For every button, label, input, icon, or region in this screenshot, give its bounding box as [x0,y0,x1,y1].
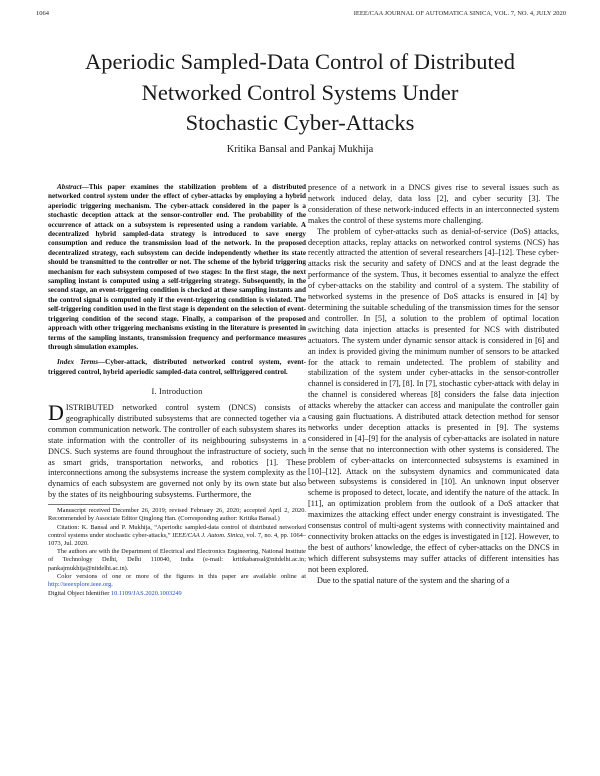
index-terms [48,358,306,377]
left-column [48,183,306,598]
section-heading: I. Introduction [151,387,203,397]
title-line: Stochastic Cyber-Attacks [185,110,415,135]
index-terms-text: —Cyber-attack, distributed networked control system, event-triggered control, hybrid aperiodic sampled-data control, selftriggered control. [48,358,306,376]
abstract-label: Abstract [57,183,82,191]
body-paragraph: Due to the spatial nature of the system and the sharing of a [317,575,510,585]
citation-text: Citation: K. Bansal and P. Mukhija, “Aperiodic sampled-data control of distributed networked control systems under stochastic cyber-attacks,” [48,523,306,539]
index-terms-label: Index Terms [57,358,99,367]
intro-text: ISTRIBUTED networked control system (DNCS) consists of geographically distributed subsystems that are connected together via a common communication network. The controller of each subsystem shares its state information with the controller of its neighbouring subsystems in a DNCS. Such systems are found throughout the infrastructure of society, such as smart grids, transportation networks, and robotics [1]. These interconnections among the subsystems increase the system complexity as the dynamics of each subsystem are governed not only by its own state but also by the states of its neighbouring subsystems. Furthermore, the [48,403,306,500]
doi-link[interactable]: 10.1109/JAS.2020.1003249 [110,590,182,598]
footnote-citation [48,524,306,549]
footnote-affiliation: The authors are with the Department of Electrical and Electronics Engineering, National Institute of Technology Delhi, Delhi 110040, India (e-mail: kritikabansal@nitdelhi.ac.in; pankajmukhija@nitdelhi.ac.in). [48,548,306,572]
page-number: 1064 [36,10,49,17]
body-paragraph: presence of a network in a DNCS gives rise to several issues such as network induced delay, data loss [2], and cyber security [3]. The consideration of these network-induced effects in an interconnected system makes the control of these systems more challenging. [308,183,559,225]
title-line: Aperiodic Sampled-Data Control of Distributed [85,49,515,74]
footnote-color [48,573,306,589]
journal-header: IEEE/CAA JOURNAL OF AUTOMATICA SINICA, VOL. 7, NO. 4, JULY 2020 [353,10,566,17]
paper-title [40,47,560,139]
intro-paragraph [48,400,306,501]
footnote-received: Manuscript received December 26, 2019; revised February 26, 2020; accepted April 2, 2020. Recommended by Associate Editor Qinglong Han. (Corresponding author: Kritika Bansal.) [48,507,306,523]
body-paragraph: The problem of cyber-attacks such as denial-of-service (DoS) attacks, deception attacks, replay attacks on networked control systems (NCS) has recently attracted the attention of several researchers [4]–[12]. These cyber-attacks risk the security and safety of DNCS and at the least degrade the performance of the system. Thus, it becomes essential to analyze the effect of cyber-attacks on the stability and control of a system. The stability of networked systems in the presence of DoS attacks is ensured in [4] by determining the suitable scheduling of the transmission times for the sensor and controller. In [5], a solution to the problem of optimal location switching data injection attacks is presented for NCS with distributed actuators. The system under dynamic sensor attack is considered in [6] and an index is provided giving the minimum number of sensors to be attacked for the attack to remain undetected. The problem of stability and stabilization of the system under cyber-attacks in the sensor-controller channel is considered in [7], [8]. In [7], stochastic cyber-attack with delay in the channel is considered whereas [8] considers the false data injection attacks whereby the attacker can access and manipulate the controller gain causing gain fluctuations. A distributed attack detection method for sensor networks under deception attacks is presented in [9]. The systems considered in [4]–[9] for the analysis of cyber-attacks are isolated in nature in the sense that no interconnection with other systems is considered. The problem of cyber-attacks on interconnected subsystems is examined in [10]–[12]. Attack on the subsystem dynamics and communicated data between subsystems is considered in [10]. An unknown input observer scheme is proposed to detect, locate, and identify the nature of the attack. In [11], an optimization problem from the outlook of a DoS attacker that maximizes the attacking effect under energy constraint is investigated. The consensus control of multi-agent systems with connectivity maintained and connectivity broken attacks on the edges is investigated in [12]. However, to the best of authors’ knowledge, the effect of cyber-attacks on the DNCS in which different subsystems may suffer attacks of different intensities has not been explored. [308,226,559,574]
drop-cap: D [48,400,64,426]
right-column [308,183,559,587]
abstract [48,183,306,352]
authors: Kritika Bansal and Pankaj Mukhija [226,144,374,155]
title-line: Networked Control Systems Under [141,79,459,105]
doi-label: Digital Object Identifier [48,590,111,598]
footnote-doi [48,590,306,598]
ieeexplore-link[interactable]: http://ieeexplore.ieee.org [48,581,112,589]
abstract-text: —This paper examines the stabilization problem of a distributed networked control system under the effect of cyber-attacks by employing a hybrid aperiodic triggering mechanism. The cyber-attack considered in the paper is a stochastic deception attack at the sensor-controller end. The probability of the occurrence of attack on a subsystem is represented using a random variable. A decentralized hybrid sampled-data strategy is introduced to save energy consumption and reduce the transmission load of the network. In the proposed decentralized strategy, each subsystem can decide independently whether its state should be transmitted to the controller or not. The scheme of the hybrid triggering mechanism for each subsystem composed of two stages: In the first stage, the next sampling instant is computed using a self-triggering strategy. Subsequently, in the second stage, an event-triggering condition is checked at these sampling instants and the control signal is computed only if the event-triggering condition is violated. The self-triggering condition used in the first stage is dependent on the selection of event-triggering condition of the second stage. Finally, a comparison of the proposed approach with other triggering mechanisms existing in the literature is presented in terms of the sampling instants, transmission frequency and performance measures through simulation examples. [48,183,306,351]
color-note-text: Color versions of one or more of the figures in this paper are available online at [57,572,306,580]
color-note-end: . [111,581,113,589]
citation-text-end: , vol. 7, no. 4, pp. 1064–1073, Jul. 2020. [48,531,306,547]
citation-journal: IEEE/CAA J. Autom. Sinica [172,531,244,539]
footnote-rule [48,504,120,505]
